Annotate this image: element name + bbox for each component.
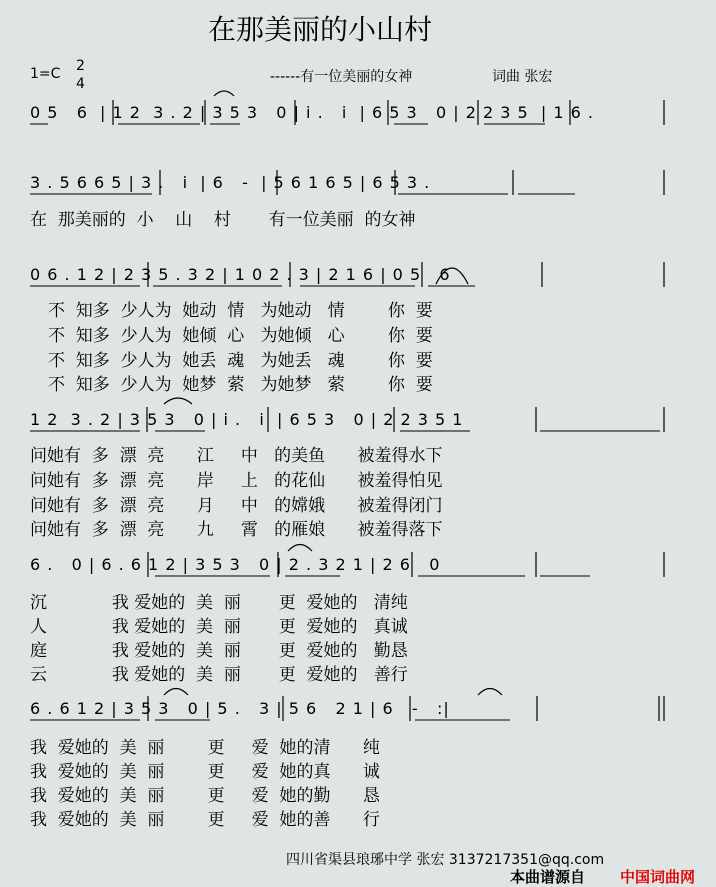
notes-row-3: 0 6 . 1 2 | 2 3 5 . 3 2 | 1 0 2 . 3 | 2 1 6 | 0 5 6	[30, 265, 451, 284]
credits: 词曲 张宏	[492, 69, 553, 85]
notes-row-6: 6 . 6 1 2 | 3 5 3 0 | 5 . 3 | 5 6 2 1 | 6 - :|	[30, 699, 450, 718]
footer-author: 四川省渠县琅琊中学 张宏 3137217351@qq.com	[286, 852, 605, 868]
lyrics-row-3-line-1: 不 知多 少人为 她动 情 为她动 情 你 要	[48, 301, 433, 321]
lyrics-row-5-line-4: 云 我 爱她的 美 丽 更 爱她的 善行	[30, 665, 408, 685]
notes-row-1: 0 5 6 | 1 2 3 . 2 | 3 5 3 0 | i . i | 6 5 3 0 | 2 2 3 5 | 1 6 .	[30, 103, 594, 122]
key-signature: 1=C	[30, 66, 61, 82]
lyrics-row-3-line-2: 不 知多 少人为 她倾 心 为她倾 心 你 要	[48, 326, 433, 346]
lyrics-row-6-line-3: 我 爱她的 美 丽 更 爱 她的勤 恳	[30, 786, 380, 806]
lyrics-row-6-line-4: 我 爱她的 美 丽 更 爱 她的善 行	[30, 810, 380, 830]
lyrics-row-4-line-4: 问她有 多 漂 亮 九 霄 的雁娘 被羞得落下	[30, 520, 443, 540]
time-signature-top: 2	[76, 58, 85, 74]
lyrics-row-6-line-2: 我 爱她的 美 丽 更 爱 她的真 诚	[30, 762, 380, 782]
lyrics-row-2-line-1: 在 那美丽的 小 山 村 有一位美丽 的女神	[30, 210, 416, 230]
lyrics-row-5-line-3: 庭 我 爱她的 美 丽 更 爱她的 勤恳	[30, 641, 408, 661]
lyrics-row-4-line-1: 问她有 多 漂 亮 江 中 的美鱼 被羞得水下	[30, 446, 443, 466]
notes-row-2: 3 . 5 6 6 5 | 3 . i | 6 - | 5 6 1 6 5 | 6 5 3 .	[30, 173, 431, 192]
lyrics-row-5-line-1: 沉 我 爱她的 美 丽 更 爱她的 清纯	[30, 593, 408, 613]
lyrics-row-3-line-3: 不 知多 少人为 她丢 魂 为她丢 魂 你 要	[48, 351, 433, 371]
source-label: 本曲谱源自	[510, 868, 586, 886]
notes-row-5: 6 . 0 | 6 . 6 1 2 | 3 5 3 0 | 2 . 3 2 1 | 2 6 0	[30, 555, 441, 574]
song-title: 在那美丽的小山村	[208, 13, 433, 46]
notes-row-4: 1 2 3 . 2 | 3 5 3 0 | i . i | 6 5 3 0 | 2 2 3 5 1	[30, 410, 464, 429]
lyrics-row-3-line-4: 不 知多 少人为 她梦 萦 为她梦 萦 你 要	[48, 375, 433, 395]
subtitle: ------有一位美丽的女神	[270, 69, 413, 85]
time-signature-bottom: 4	[76, 76, 85, 92]
source-site-link[interactable]: 中国词曲网	[620, 868, 696, 886]
lyrics-row-6-line-1: 我 爱她的 美 丽 更 爱 她的清 纯	[30, 738, 380, 758]
lyrics-row-5-line-2: 人 我 爱她的 美 丽 更 爱她的 真诚	[30, 617, 408, 637]
lyrics-row-4-line-2: 问她有 多 漂 亮 岸 上 的花仙 被羞得怕见	[30, 471, 443, 491]
lyrics-row-4-line-3: 问她有 多 漂 亮 月 中 的嫦娥 被羞得闭门	[30, 496, 443, 516]
